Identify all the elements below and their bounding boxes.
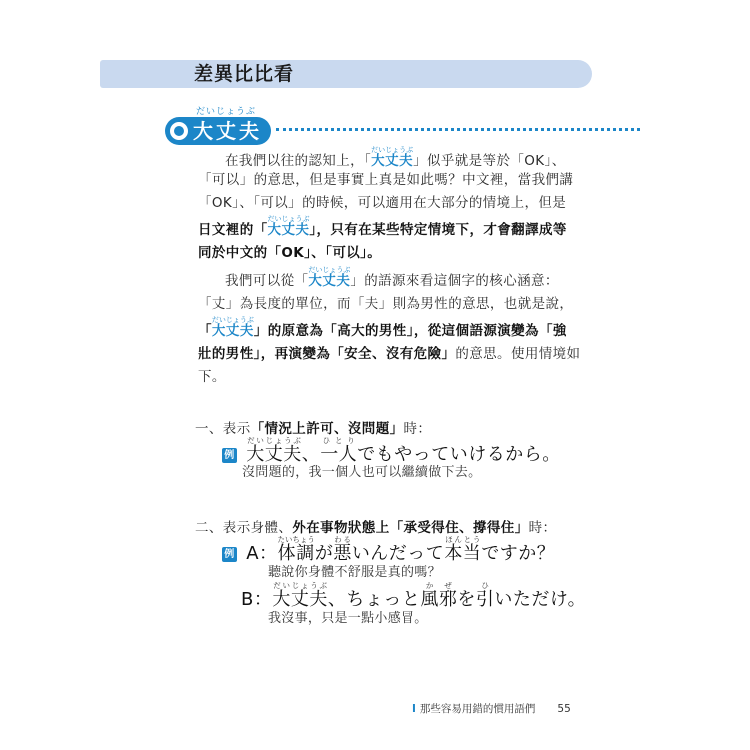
chapter-title: 那些容易用錯的慣用語們 xyxy=(419,703,536,715)
example-2b-jp: B：大丈夫だいじょうぶ、ちょっと風邪かぜを引ひいただけ。 xyxy=(241,581,587,610)
word-badge xyxy=(165,117,271,145)
word-reading: だいじょうぶ xyxy=(196,107,257,117)
example-2a-jp: 例 A：体調たいちょうが悪わるいんだって本当ほんとうですか？ xyxy=(222,535,555,565)
example-2a-translation: 聽說你身體不舒服是真的嗎？ xyxy=(268,565,441,580)
section-title: 差異比比看 xyxy=(194,63,295,85)
chapter-mark: I xyxy=(412,703,416,715)
section-title-bar xyxy=(100,60,592,88)
dotted-divider xyxy=(276,128,640,131)
example-badge-icon: 例 xyxy=(222,547,237,562)
paragraph-1: 在我們以往的認知上，「大丈夫だいじょうぶ」似乎就是等於「OK」、 「可以」的意思，但是事實上真是如此嗎？中文裡，當我們講 「OK」、「可以」的時候，可以適用在大部分的情境上，但是 日文裡的「大丈夫だいじょうぶ」，只有在某些特定情境下，才會翻譯成等 同於中文的「OK」、「可以」。 xyxy=(198,146,574,261)
example-1-translation: 沒問題的，我一個人也可以繼續做下去。 xyxy=(242,465,482,480)
usage-1-heading: 一、表示「情況上許可、沒問題」時： xyxy=(195,421,432,437)
page-footer xyxy=(412,701,571,716)
example-badge-icon: 例 xyxy=(222,448,237,463)
word-heading: 大丈夫 xyxy=(193,119,262,143)
circle-bullet-icon xyxy=(170,122,188,140)
usage-2-heading: 二、表示身體、外在事物狀態上「承受得住、撐得住」時： xyxy=(195,520,557,536)
page-number: 55 xyxy=(557,703,571,715)
example-1-jp: 例 大丈夫だいじょうぶ、一人ひとりでもやっていけるから。 xyxy=(222,436,561,466)
inline-word: 大丈夫だいじょうぶ xyxy=(371,146,414,169)
example-2b-translation: 我沒事，只是一點小感冒。 xyxy=(268,611,428,626)
paragraph-2: 我們可以從「大丈夫だいじょうぶ」的語源來看這個字的核心涵意： 「丈」為長度的單位，而「夫」則為男性的意思，也就是說， 「大丈夫だいじょうぶ」的原意為「高大的男性」，從這個語源演變為「強 壯的男性」，再演變為「安全、沒有危險」的意思。使用情境如 下。 xyxy=(198,266,581,385)
